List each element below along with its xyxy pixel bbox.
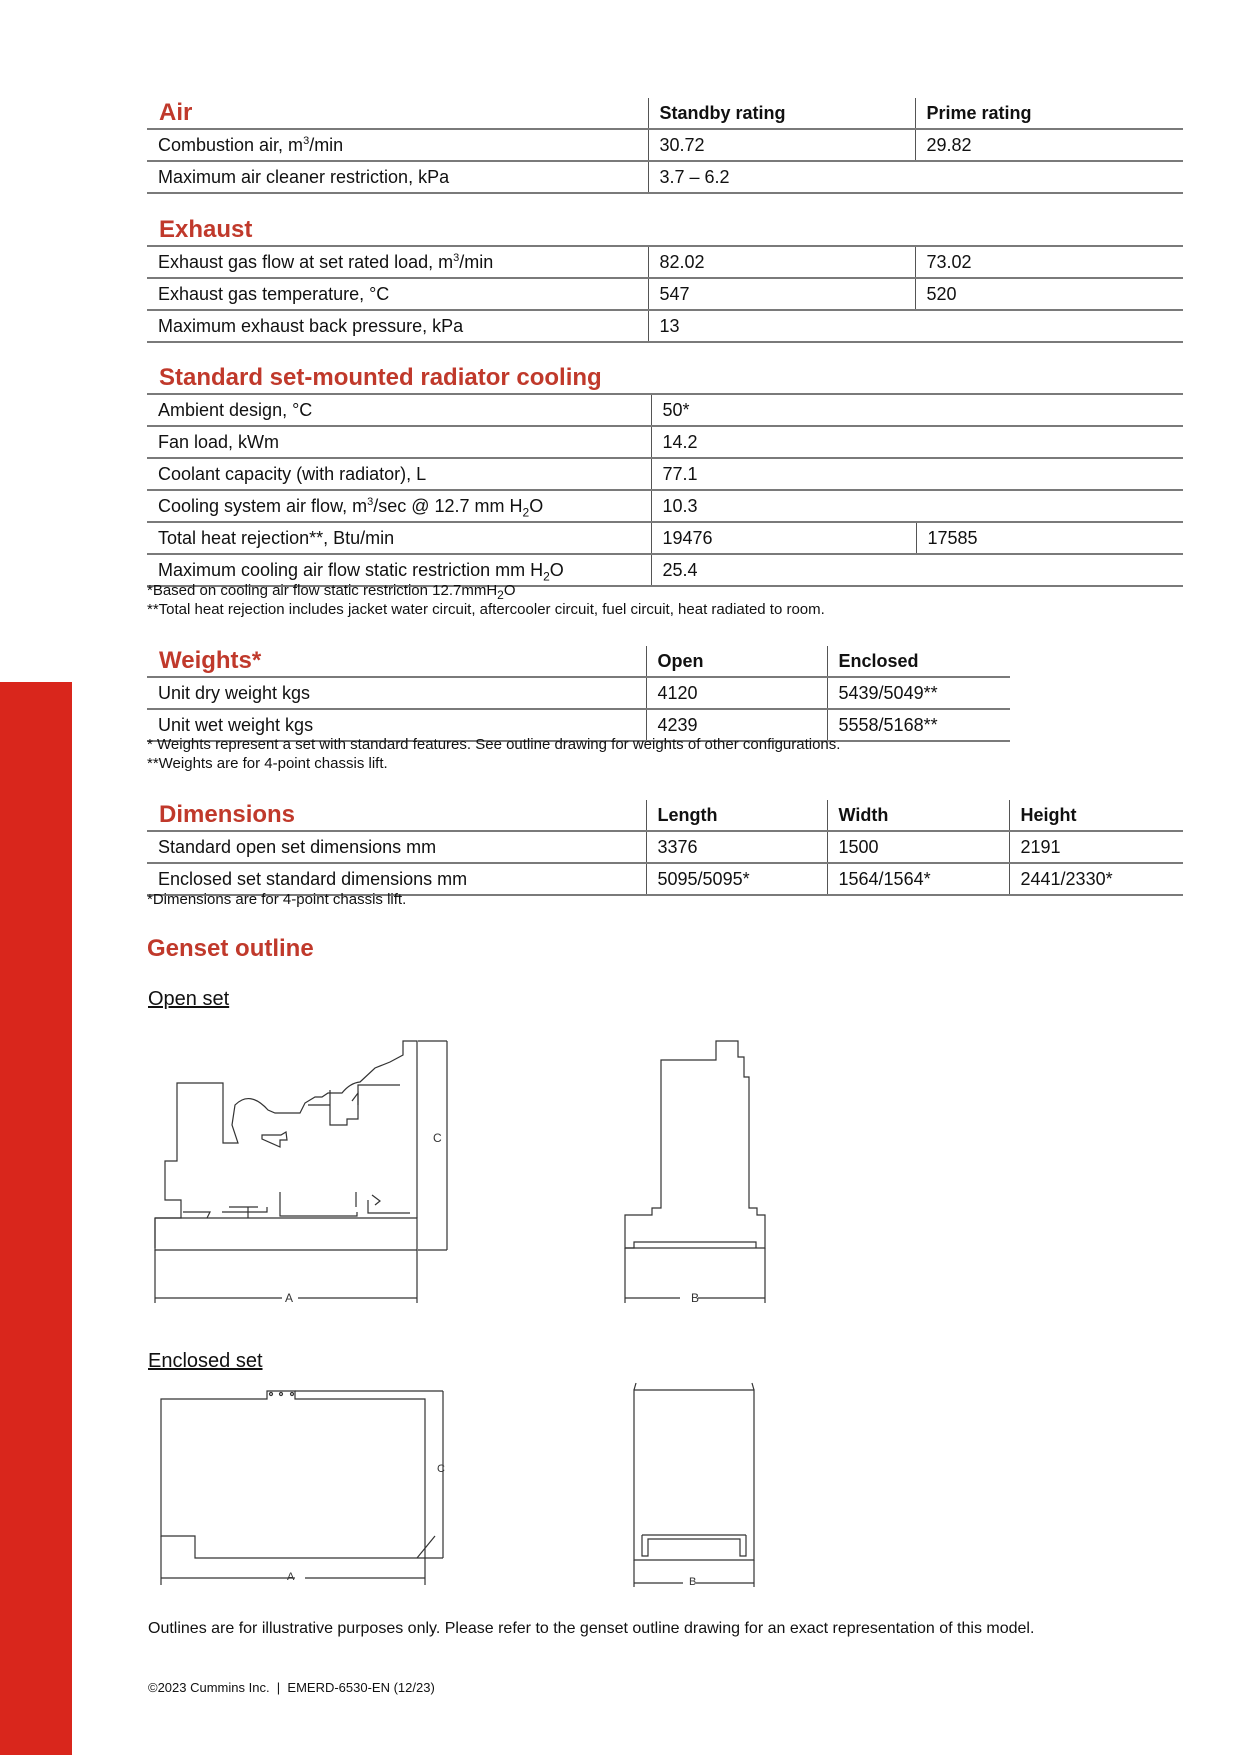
dimensions-table	[147, 800, 1183, 896]
prime-value: 17585	[916, 522, 1183, 554]
row-label: Exhaust gas temperature, °C	[147, 278, 648, 310]
width-value: 1564/1564*	[827, 863, 1009, 895]
open-set-front-drawing	[620, 1035, 770, 1310]
prime-value	[916, 458, 1183, 490]
air-table	[147, 98, 1183, 194]
exhaust-title: Exhaust	[147, 215, 1183, 246]
outline-disclaimer: Outlines are for illustrative purposes only. Please refer to the genset outline drawing for an exact representation of this model.	[148, 1620, 1035, 1637]
prime-rating-header: Prime rating	[915, 98, 1183, 129]
row-label: Enclosed set standard dimensions mm	[147, 863, 646, 895]
red-side-bar	[0, 682, 72, 1755]
length-value: 5095/5095*	[646, 863, 827, 895]
row-label: Maximum exhaust back pressure, kPa	[147, 310, 648, 342]
dim-label-c: C	[433, 1131, 442, 1145]
row-label: Maximum air cleaner restriction, kPa	[147, 161, 648, 193]
cooling-title: Standard set-mounted radiator cooling	[147, 363, 1183, 394]
enclosed-dim-label-b: B	[689, 1576, 697, 1588]
prime-value: 29.82	[915, 129, 1183, 161]
standby-value: 3.7 – 6.2	[648, 161, 915, 193]
width-value: 1500	[827, 831, 1009, 863]
enclosed-header: Enclosed	[827, 646, 1010, 677]
footer-copyright: ©2023 Cummins Inc. | EMERD-6530-EN (12/23)	[148, 1680, 435, 1695]
enclosed-set-front-drawing	[628, 1380, 763, 1590]
prime-value: 73.02	[915, 246, 1183, 278]
table-row	[147, 278, 1183, 310]
weights-note-1: * Weights represent a set with standard features. See outline drawing for weights of other configurations.	[147, 736, 841, 753]
row-label: Ambient design, °C	[147, 394, 651, 426]
table-row	[147, 129, 1183, 161]
length-value: 3376	[646, 831, 827, 863]
enclosed-value: 5439/5049**	[827, 677, 1010, 709]
height-value: 2441/2330*	[1009, 863, 1183, 895]
width-header: Width	[827, 800, 1009, 831]
cooling-table	[147, 363, 1183, 587]
table-row	[147, 161, 1183, 193]
standby-value: 77.1	[651, 458, 916, 490]
prime-value	[916, 394, 1183, 426]
air-title: Air	[147, 98, 648, 129]
dimensions-title: Dimensions	[147, 800, 646, 831]
dim-label-a: A	[285, 1291, 294, 1305]
enclosed-set-label: Enclosed set	[148, 1350, 263, 1372]
table-row	[147, 394, 1183, 426]
row-label: Unit dry weight kgs	[147, 677, 646, 709]
table-row	[147, 490, 1183, 522]
table-row	[147, 522, 1183, 554]
row-label: Fan load, kWm	[147, 426, 651, 458]
row-label: Exhaust gas flow at set rated load, $m^3/\min$	[147, 246, 648, 278]
row-label: Cooling system air flow, $m^3/\sec$ @ 12.7 mm $H_2O$	[147, 490, 651, 522]
height-header: Height	[1009, 800, 1183, 831]
row-label: Combustion air, $m^3/\min$	[147, 129, 648, 161]
row-label: Standard open set dimensions mm	[147, 831, 646, 863]
cooling-note-2: **Total heat rejection includes jacket water circuit, aftercooler circuit, fuel circuit, heat radiated to room.	[147, 601, 825, 618]
open-set-side-drawing	[150, 1035, 520, 1310]
standby-value: 13	[648, 310, 915, 342]
table-row	[147, 458, 1183, 490]
enclosed-dim-label-c: C	[437, 1463, 445, 1475]
table-row	[147, 831, 1183, 863]
enclosed-set-side-drawing	[155, 1385, 515, 1585]
enclosed-dim-label-a: A	[287, 1571, 295, 1583]
cooling-note-1: *Based on cooling air flow static restriction 12.7mmH$_2$O	[147, 582, 516, 602]
prime-value: 520	[915, 278, 1183, 310]
prime-value	[916, 554, 1183, 586]
dim-label-b: B	[691, 1291, 700, 1305]
standby-value: 547	[648, 278, 915, 310]
table-row	[147, 246, 1183, 278]
prime-value	[916, 490, 1183, 522]
weights-table	[147, 646, 1010, 742]
standby-value: 14.2	[651, 426, 916, 458]
weights-title: Weights*	[147, 646, 646, 677]
length-header: Length	[646, 800, 827, 831]
standby-value: 50*	[651, 394, 916, 426]
row-label: Total heat rejection**, Btu/min	[147, 522, 651, 554]
weights-note-2: **Weights are for 4-point chassis lift.	[147, 755, 388, 772]
row-label: Coolant capacity (with radiator), L	[147, 458, 651, 490]
open-set-label: Open set	[148, 988, 230, 1010]
open-value: 4239	[646, 709, 827, 741]
standby-value: 30.72	[648, 129, 915, 161]
open-header: Open	[646, 646, 827, 677]
standby-rating-header: Standby rating	[648, 98, 915, 129]
table-row	[147, 426, 1183, 458]
enclosed-value: 5558/5168**	[827, 709, 1010, 741]
standby-value: 19476	[651, 522, 916, 554]
standby-value: 82.02	[648, 246, 915, 278]
table-row	[147, 677, 1010, 709]
standby-value: 10.3	[651, 490, 916, 522]
open-value: 4120	[646, 677, 827, 709]
table-row	[147, 310, 1183, 342]
genset-outline-title: Genset outline	[147, 935, 314, 962]
row-label: Unit wet weight kgs	[147, 709, 646, 741]
prime-value	[915, 310, 1183, 342]
prime-value	[915, 161, 1183, 193]
row-label: Maximum cooling air flow static restriction mm $H_2O$	[147, 554, 651, 586]
standby-value: 25.4	[651, 554, 916, 586]
height-value: 2191	[1009, 831, 1183, 863]
dimensions-note: *Dimensions are for 4-point chassis lift.	[147, 891, 407, 908]
exhaust-table	[147, 215, 1183, 343]
prime-value	[916, 426, 1183, 458]
